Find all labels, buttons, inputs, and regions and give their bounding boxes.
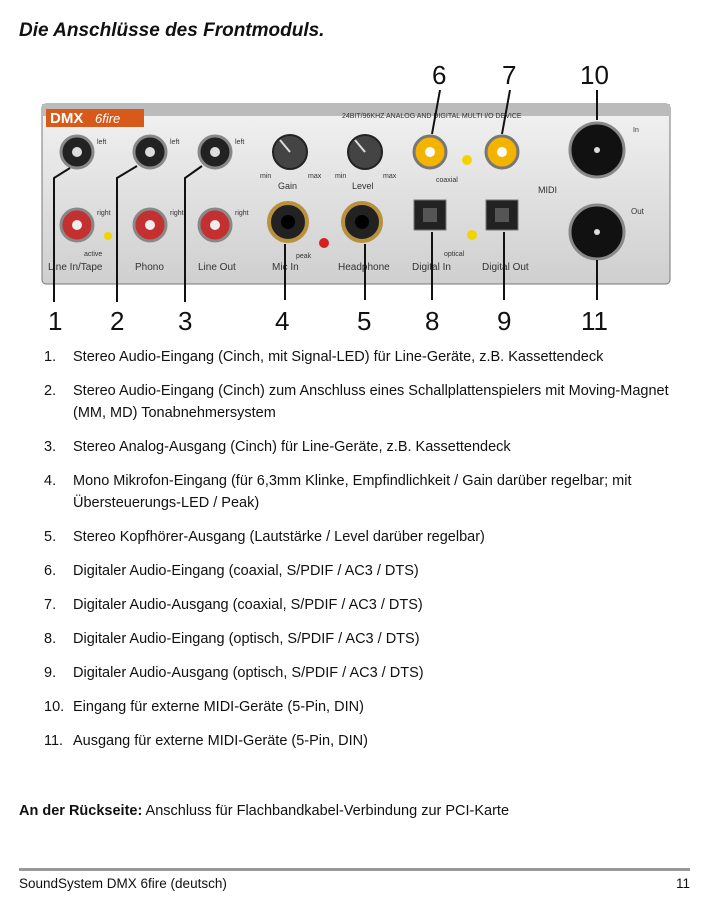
coaxial-led-icon — [462, 155, 472, 165]
list-item: 1. Stereo Audio-Eingang (Cinch, mit Signal-LED) für Line-Geräte, z.B. Kassettendeck — [44, 349, 604, 365]
line-in-left-label: left — [97, 139, 107, 146]
page-title: Die Anschlüsse des Frontmoduls. — [19, 20, 325, 41]
list-item: 6. Digitaler Audio-Eingang (coaxial, S/PDIF / AC3 / DTS) — [44, 563, 419, 579]
line-out-left-label: left — [235, 139, 245, 146]
level-min-label: min — [335, 173, 347, 180]
callout-4: 4 — [275, 306, 290, 335]
brand-text: DMX — [50, 110, 84, 127]
gain-max-label: max — [308, 173, 322, 180]
list-item: 4. Mono Mikrofon-Eingang (für 6,3mm Klinke, Empfindlichkeit / Gain darüber regelbar; mit Übersteuerungs-LED / Peak) — [44, 473, 632, 511]
midi-out-label: Out — [631, 207, 644, 216]
peak-label: peak — [296, 253, 312, 260]
list-item: 7. Digitaler Audio-Ausgang (coaxial, S/PDIF / AC3 / DTS) — [44, 597, 423, 613]
level-max-label: max — [383, 173, 397, 180]
list-item: 11. Ausgang für externe MIDI-Geräte (5-Pin, DIN) — [44, 733, 368, 749]
phono-left-label: left — [170, 139, 180, 146]
line-out-right-label: right — [235, 210, 249, 217]
callout-3: 3 — [178, 306, 193, 335]
callout-5: 5 — [357, 306, 372, 335]
phono-label: Phono — [135, 262, 164, 273]
callout-11: 11 — [581, 306, 608, 335]
digital-out-label: Digital Out — [482, 262, 529, 273]
footer-title: SoundSystem DMX 6fire (deutsch) — [19, 876, 227, 891]
digital-in-label: Digital In — [412, 262, 451, 273]
callout-10: 10 — [580, 60, 609, 90]
callout-6: 6 — [432, 60, 447, 90]
list-item: 9. Digitaler Audio-Ausgang (optisch, S/PDIF / AC3 / DTS) — [44, 665, 424, 681]
line-in-tape-label: Line In/Tape — [48, 262, 103, 273]
callout-1: 1 — [48, 306, 63, 335]
page-number: 11 — [676, 876, 691, 891]
mic-in-label: Mic In — [272, 262, 299, 273]
list-item: 8. Digitaler Audio-Eingang (optisch, S/PDIF / AC3 / DTS) — [44, 631, 420, 647]
callout-8: 8 — [425, 306, 440, 335]
active-led-icon — [104, 232, 112, 240]
rear-note-label: An der Rückseite: — [19, 803, 143, 819]
device-caption: 24BIT/96KHZ ANALOG AND DIGITAL MULTI I/O DEVICE — [342, 113, 522, 120]
rear-note — [19, 803, 509, 819]
coaxial-label: coaxial — [436, 177, 458, 184]
optical-led-icon — [467, 230, 477, 240]
callout-9: 9 — [497, 306, 512, 335]
front-module-figure — [40, 60, 700, 335]
active-label: active — [84, 251, 103, 258]
list-item: 10. Eingang für externe MIDI-Geräte (5-Pin, DIN) — [44, 699, 364, 715]
brand-suffix: 6fire — [95, 111, 121, 126]
connector-list — [44, 346, 694, 764]
callout-2: 2 — [110, 306, 125, 335]
gain-label: Gain — [278, 181, 298, 191]
list-item: 2. Stereo Audio-Eingang (Cinch) zum Anschluss eines Schallplattenspielers mit Moving-Magnet (MM, MD) Tonabnehmersystem — [44, 383, 669, 421]
line-in-right-label: right — [97, 210, 111, 217]
optical-label: optical — [444, 251, 465, 258]
phono-right-label: right — [170, 210, 184, 217]
midi-label: MIDI — [538, 185, 557, 195]
level-label: Level — [352, 181, 374, 191]
footer-divider — [19, 868, 690, 871]
callout-7: 7 — [502, 60, 517, 90]
headphone-label: Headphone — [338, 262, 390, 273]
list-item: 3. Stereo Analog-Ausgang (Cinch) für Line-Geräte, z.B. Kassettendeck — [44, 439, 511, 455]
peak-led-icon — [319, 238, 329, 248]
rear-note-text: Anschluss für Flachbandkabel-Verbindung zur PCI-Karte — [142, 803, 510, 819]
midi-in-label: In — [633, 127, 639, 134]
list-item: 5. Stereo Kopfhörer-Ausgang (Lautstärke / Level darüber regelbar) — [44, 529, 485, 545]
gain-min-label: min — [260, 173, 272, 180]
line-out-label: Line Out — [198, 262, 236, 273]
